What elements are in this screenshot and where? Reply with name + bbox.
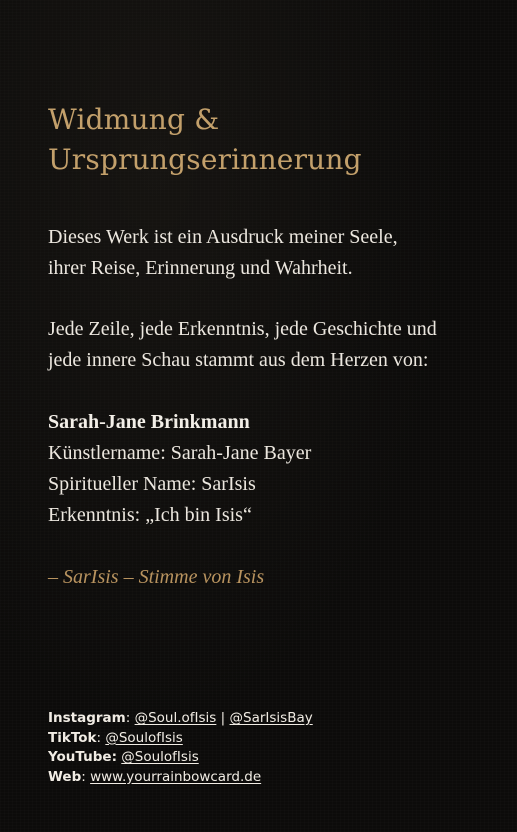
author-name: Sarah-Jane Brinkmann — [48, 411, 250, 433]
origin-line-2: jede innere Schau stammt aus dem Herzen von: — [48, 349, 429, 371]
instagram-row — [48, 709, 313, 729]
instagram-link-soul-of-isis[interactable]: @Soul.ofIsis — [134, 710, 217, 726]
title-line-1: Widmung & — [48, 103, 220, 136]
realization: Erkenntnis: „Ich bin Isis“ — [48, 504, 252, 526]
origin-paragraph — [48, 314, 488, 376]
intro-line-1: Dieses Werk ist ein Ausdruck meiner Seele, — [48, 226, 398, 248]
instagram-separator: : — [125, 710, 131, 726]
tiktok-separator: : — [96, 729, 102, 746]
identity-block — [48, 407, 488, 531]
tiktok-link[interactable]: @SoulofIsis — [105, 729, 183, 746]
web-label: Web — [48, 768, 82, 785]
title-line-2: Ursprungserinnerung — [48, 143, 362, 176]
artist-name: Künstlername: Sarah-Jane Bayer — [48, 442, 312, 464]
instagram-divider: | — [220, 710, 226, 726]
instagram-label: Instagram — [48, 710, 126, 726]
origin-line-1: Jede Zeile, jede Erkenntnis, jede Geschichte und — [48, 318, 437, 340]
intro-line-2: ihrer Reise, Erinnerung und Wahrheit. — [48, 257, 353, 279]
signature: – SarIsis – Stimme von Isis — [48, 566, 265, 588]
tiktok-row — [48, 729, 313, 749]
instagram-link-sarisisbay[interactable]: @SarIsisBay — [229, 710, 313, 726]
web-row — [48, 768, 313, 788]
dedication-page — [48, 100, 488, 593]
youtube-link[interactable]: @SoulofIsis — [121, 749, 199, 765]
social-links — [48, 709, 313, 787]
page-title — [48, 100, 488, 180]
youtube-label: YouTube: — [48, 749, 117, 765]
intro-paragraph — [48, 222, 488, 284]
web-separator: : — [81, 768, 86, 785]
youtube-row — [48, 748, 313, 768]
website-link[interactable]: www.yourrainbowcard.de — [90, 768, 262, 785]
tiktok-label: TikTok — [48, 729, 97, 746]
spiritual-name: Spiritueller Name: SarIsis — [48, 473, 256, 495]
